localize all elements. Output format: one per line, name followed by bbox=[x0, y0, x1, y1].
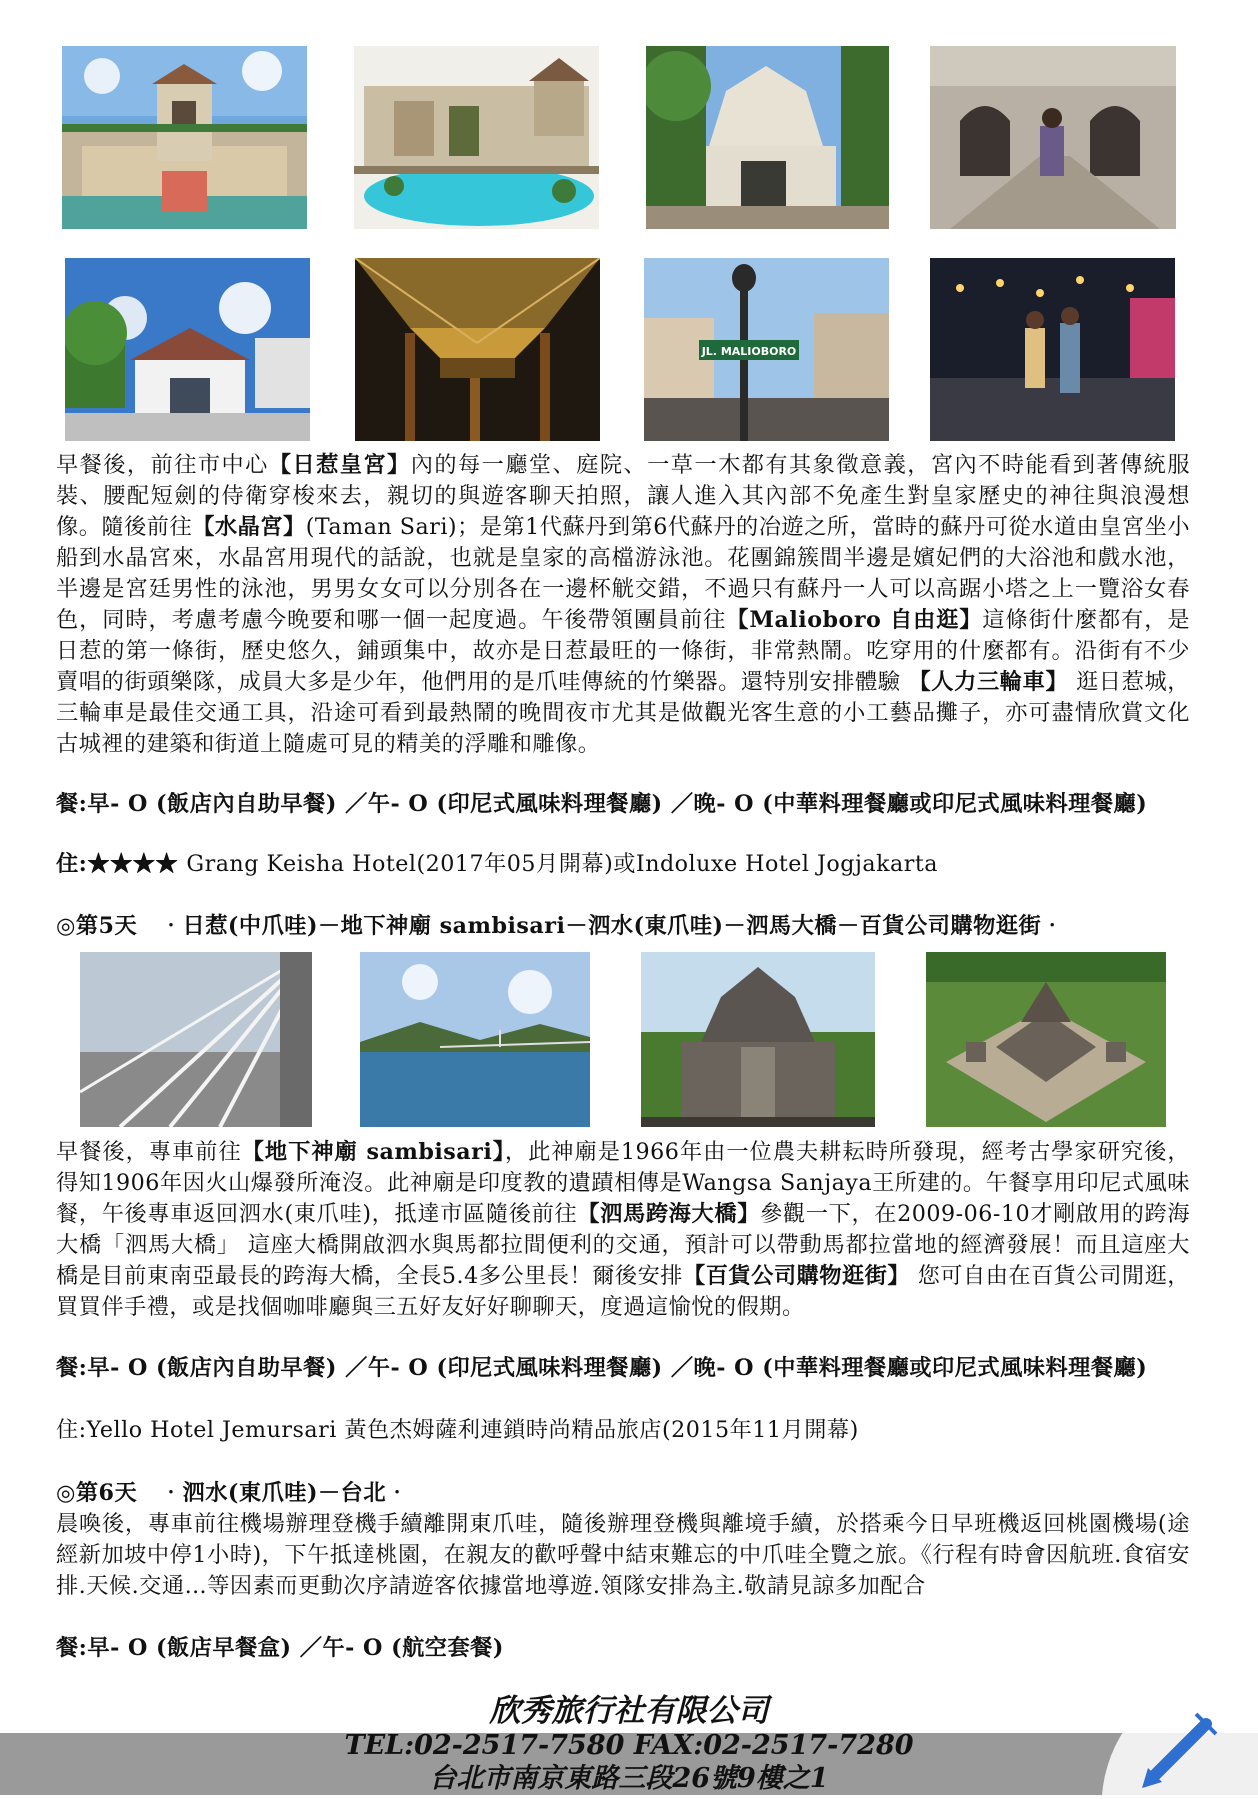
day4-hotel-name: Grang Keisha Hotel(2017年05月開幕)或Indoluxe Hotel Jogjakarta bbox=[186, 851, 939, 877]
photo-kraton-pavilion bbox=[65, 258, 310, 441]
pencil-button-background bbox=[1102, 1668, 1258, 1795]
day4-text-segment: 內的每一廳堂、庭院、一草一木都有其象徵意義，宮內不時能看到著傳統服裝、腰配短劍的侍衛穿梭來去，親切的與遊客聊天拍照，讓人進入其內部不免產生對皇家歷史的神往與浪漫想像。隨後前往 bbox=[56, 452, 1191, 540]
day4-highlight-kraton: 【日惹皇宮】 bbox=[268, 452, 411, 478]
photo-underground-stairs bbox=[930, 46, 1176, 229]
photo-strait-bay bbox=[360, 952, 590, 1127]
malioboro-sign-text: JL. MALIOBORO bbox=[701, 345, 797, 358]
day4-text-segment: 早餐後，前往市中心 bbox=[56, 452, 269, 478]
day4-meals: 餐:早- O (飯店內自助早餐) ／午- O (印尼式風味料理餐廳) ／晚- O (中華料理餐廳或印尼式風味料理餐廳) bbox=[56, 791, 1148, 817]
photo-taman-sari-pool bbox=[354, 46, 599, 229]
day5-hotel: 住:Yello Hotel Jemursari 黃色杰姆薩利連鎖時尚精品旅店(2015年11月開幕) bbox=[56, 1417, 859, 1443]
footer-company: 欣秀旅行社有限公司 bbox=[489, 1693, 769, 1729]
day4-text-segment: 這條街什麼都有，是日惹的第一條街，歷史悠久，鋪頭集中，故亦是日惹最旺的一條街，非常熱鬧。吃穿用的什麼都有。沿街有不少賣唱的街頭樂隊，成員大多是少年，他們用的是爪哇傳統的竹樂器。還特別安排體驗 bbox=[56, 607, 1191, 695]
day4-highlight-becak: 【人力三輪車】 bbox=[908, 669, 1069, 695]
day4-hotel bbox=[56, 849, 1206, 880]
day4-text-segment: (Taman Sari)；是第1代蘇丹到第6代蘇丹的冶遊之所，當時的蘇丹可從水道由皇宮坐小船到水晶宮來，水晶宮用現代的話說，也就是皇家的高檔游泳池。花團錦簇間半邊是嬪妃們的大浴池和戲水池，半邊是宮廷男性的泳池，男男女女可以分別各在一邊杯觥交錯，不過只有蘇丹一人可以高踞小塔之上一覽浴女春色，同時，考慮考慮今晚要和哪一個一起度過。午後帶領團員前往 bbox=[56, 514, 1191, 633]
day5-description bbox=[56, 1137, 1190, 1323]
day5-text-segment: 參觀一下，在2009-06-10才剛啟用的跨海大橋「泗馬大橋」 這座大橋開啟泗水與馬都拉間便利的交通，預計可以帶動馬都拉當地的經濟發展！而且這座大橋是目前東南亞最長的跨海大橋，全長5.4多公里長！爾後安排 bbox=[56, 1201, 1191, 1289]
day5-meals: 餐:早- O (飯店內自助早餐) ／午- O (印尼式風味料理餐廳) ／晚- O (中華料理餐廳或印尼式風味料理餐廳) bbox=[56, 1355, 1148, 1381]
photo-carved-ceiling bbox=[355, 258, 600, 441]
day4-highlight-taman-sari: 【水晶宮】 bbox=[192, 514, 306, 540]
day6-heading: ◎第6天 ‧泗水(東爪哇)－台北‧ bbox=[56, 1480, 409, 1506]
day5-text-segment: 您可自由在百貨公司閒逛，買買伴手禮，或是找個咖啡廳與三五好友好好聊聊天，度過這愉悅的假期。 bbox=[56, 1263, 1190, 1320]
footer-contact: TEL:02-2517-7580 FAX:02-2517-7280 bbox=[344, 1730, 914, 1761]
day4-description bbox=[56, 450, 1190, 760]
day4-hotel-prefix: 住:★★★★ bbox=[56, 851, 187, 877]
day5-highlight-sambisari: 【地下神廟 sambisari】 bbox=[241, 1139, 505, 1165]
day4-highlight-malioboro: 【Malioboro 自由逛】 bbox=[726, 607, 983, 633]
day5-text-segment: ，此神廟是1966年由一位農夫耕耘時所發現，經考古學家研究後，得知1906年因火山爆發所淹沒。此神廟是印度教的遺蹟相傳是Wangsa Sanjaya王所建的。午餐享用印尼式風味餐，午後專車返回泗水(東爪哇)，抵達市區隨後前往 bbox=[56, 1139, 1191, 1227]
photo-malioboro-night bbox=[930, 258, 1175, 441]
day5-highlight-suramadu: 【泗馬跨海大橋】 bbox=[577, 1201, 761, 1227]
photo-sambisari-stairs bbox=[641, 952, 875, 1127]
photo-malioboro-sign bbox=[644, 258, 889, 441]
edit-pencil-button[interactable] bbox=[1096, 1668, 1258, 1795]
day5-heading: ◎第5天 ‧日惹(中爪哇)－地下神廟 sambisari－泗水(東爪哇)－泗馬大橋－百貨公司購物逛街‧ bbox=[56, 913, 1064, 939]
footer-address: 台北市南京東路三段26號9樓之1 bbox=[429, 1763, 829, 1794]
day6-description: 晨喚後，專車前往機場辦理登機手續離開東爪哇，隨後辦理登機與離境手續，於搭乘今日早班機返回桃園機場(途經新加坡中停1小時)，下午抵達桃園，在親友的歡呼聲中結束難忘的中爪哇全覽之旅。《行程有時會因航班.食宿安排.天候.交通…等因素而更動次序請遊客依據當地導遊.領隊安排為主.敬請見諒多加配合 bbox=[56, 1511, 1190, 1599]
photo-sambisari-sunken bbox=[926, 952, 1166, 1127]
day4-text-segment: 逛日惹城，三輪車是最佳交通工具，沿途可看到最熱鬧的晚間夜市尤其是做觀光客生意的小工藝品攤子，亦可盡情欣賞文化古城裡的建築和街道上隨處可見的精美的浮雕和雕像。 bbox=[56, 669, 1190, 757]
photo-water-castle bbox=[62, 46, 307, 229]
photo-palace-gate bbox=[646, 46, 889, 229]
photo-bridge-cables bbox=[80, 952, 312, 1127]
day5-text-segment: 早餐後，專車前往 bbox=[56, 1139, 242, 1165]
day6-meals: 餐:早- O (飯店早餐盒) ／午- O (航空套餐) bbox=[56, 1635, 504, 1661]
day5-highlight-shopping: 【百貨公司購物逛街】 bbox=[683, 1263, 911, 1289]
